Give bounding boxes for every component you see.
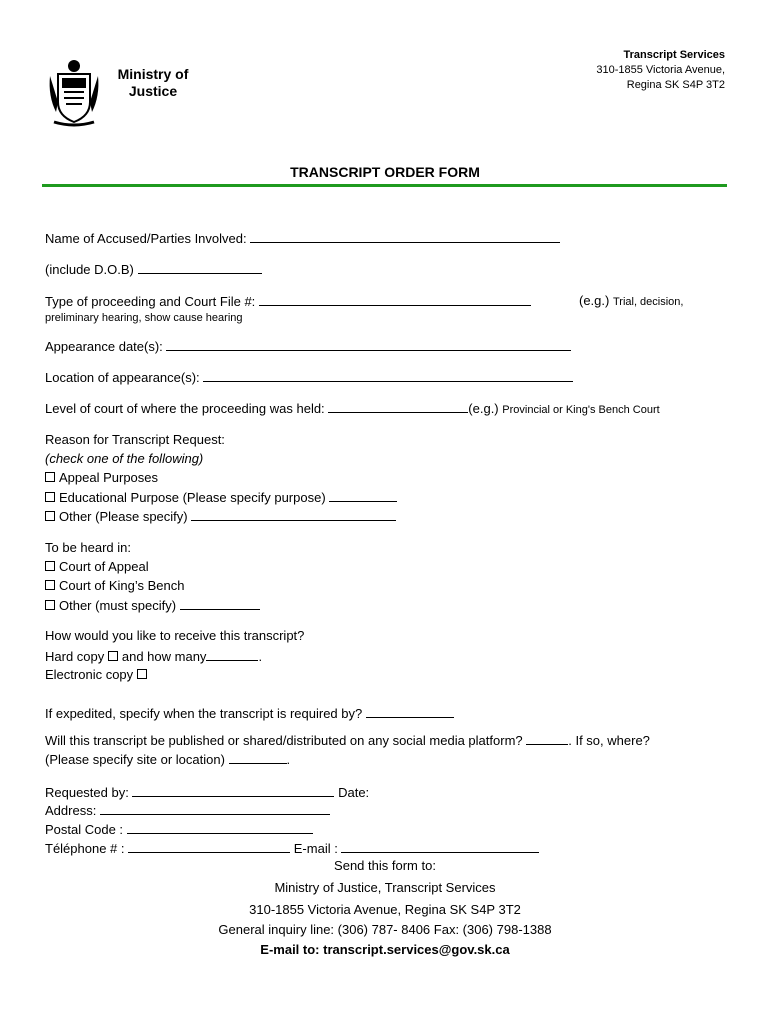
heard-other-field[interactable] [180, 597, 260, 610]
social-specify-label: (Please specify site or location) [45, 752, 225, 767]
level-label: Level of court of where the proceeding was held: [45, 401, 325, 416]
reason-appeal-label: Appeal Purposes [59, 470, 159, 485]
footer-inquiry: General inquiry line: (306) 787- 8406 Fax: (306) 798-1388 [218, 922, 552, 937]
electronic-checkbox[interactable] [137, 669, 147, 679]
requested-by-label: Requested by: [45, 785, 129, 800]
address-label: Address: [45, 803, 97, 818]
court-appeal-checkbox[interactable] [45, 561, 55, 571]
heard-kings-label: Court of King’s Bench [59, 578, 185, 593]
proceeding-field[interactable] [259, 293, 531, 306]
heard-heading: To be heard in: [45, 540, 132, 555]
postal-field[interactable] [127, 821, 313, 834]
location-row [45, 369, 573, 385]
services-title: Transcript Services [623, 49, 725, 61]
reason-subheading: (check one of the following) [45, 451, 204, 466]
telephone-label: Téléphone # : [45, 841, 125, 856]
kings-bench-checkbox[interactable] [45, 580, 55, 590]
appearance-row [45, 338, 571, 354]
level-eg: (e.g.) [468, 401, 499, 416]
hard-copy-label: Hard copy [45, 649, 105, 664]
ministry-line-1: Ministry of [117, 66, 189, 82]
email-label: E-mail : [293, 841, 338, 856]
proceeding-example [579, 293, 683, 308]
coat-of-arms-logo [48, 56, 100, 128]
heard-appeal-option[interactable] [45, 559, 149, 574]
educational-checkbox[interactable] [45, 492, 55, 502]
footer-email[interactable]: E-mail to: transcript.services@gov.sk.ca [260, 942, 510, 957]
address-field[interactable] [100, 802, 330, 815]
email-field[interactable] [341, 840, 539, 853]
heard-other-option[interactable] [45, 597, 260, 613]
how-many-field[interactable] [206, 648, 258, 661]
reason-other-field[interactable] [191, 508, 396, 521]
telephone-field[interactable] [128, 840, 290, 853]
level-eg-text: Provincial or King's Bench Court [502, 404, 660, 416]
hard-copy-checkbox[interactable] [108, 651, 118, 661]
location-label: Location of appearance(s): [45, 370, 200, 385]
receive-question: How would you like to receive this transcript? [45, 628, 305, 643]
appearance-label: Appearance date(s): [45, 339, 163, 354]
address-row [45, 802, 330, 818]
ministry-name [108, 66, 198, 100]
electronic-row [45, 667, 151, 682]
location-field[interactable] [203, 369, 573, 382]
requested-row [45, 784, 369, 800]
date-label: Date: [338, 785, 370, 800]
dob-row [45, 261, 262, 277]
appeal-checkbox[interactable] [45, 472, 55, 482]
expedited-label: If expedited, specify when the transcript is required by? [45, 706, 363, 721]
address-line-2: Regina SK S4P 3T2 [626, 79, 725, 91]
dob-field[interactable] [138, 261, 262, 274]
header-address [596, 48, 725, 93]
heard-kings-option[interactable] [45, 578, 185, 593]
requested-by-field[interactable] [132, 784, 334, 797]
reason-other-option[interactable] [45, 508, 396, 524]
postal-label: Postal Code : [45, 822, 124, 837]
social-question: Will this transcript be published or shared/distributed on any social media platform? [45, 733, 523, 748]
heard-other-checkbox[interactable] [45, 600, 55, 610]
dob-label: (include D.O.B) [45, 262, 134, 277]
proceeding-label: Type of proceeding and Court File #: [45, 294, 256, 309]
how-many-label: and how many [121, 649, 207, 664]
reason-educational-label: Educational Purpose (Please specify purpose) [59, 490, 326, 505]
proceeding-row [45, 293, 531, 309]
social-specify-field[interactable] [229, 751, 287, 764]
heard-appeal-label: Court of Appeal [59, 559, 149, 574]
accused-label: Name of Accused/Parties Involved: [45, 231, 247, 246]
social-row [45, 732, 650, 748]
level-row [45, 400, 660, 416]
electronic-label: Electronic copy [45, 667, 134, 682]
appearance-field[interactable] [166, 338, 571, 351]
educational-field[interactable] [329, 489, 397, 502]
ministry-line-2: Justice [128, 83, 178, 99]
footer-address: 310-1855 Victoria Avenue, Regina SK S4P 3T2 [249, 902, 521, 917]
expedited-field[interactable] [366, 705, 454, 718]
telephone-row [45, 840, 539, 856]
reason-educational-option[interactable] [45, 489, 397, 505]
level-field[interactable] [328, 400, 468, 413]
proceeding-eg-cont: preliminary hearing, show cause hearing [45, 312, 243, 324]
reason-other-checkbox[interactable] [45, 511, 55, 521]
accused-field[interactable] [250, 230, 560, 243]
social-where: . If so, where? [568, 733, 650, 748]
social-specify-row: (Please specify site or location) . [45, 752, 291, 767]
proceeding-eg: (e.g.) [579, 293, 610, 308]
address-line-1: 310-1855 Victoria Avenue, [596, 64, 725, 76]
social-field[interactable] [526, 732, 568, 745]
reason-heading: Reason for Transcript Request: [45, 432, 225, 447]
send-to: Send this form to: [334, 858, 436, 873]
heard-other-label: Other (must specify) [59, 598, 177, 613]
proceeding-eg-text: Trial, decision, [612, 296, 684, 308]
reason-appeal-option[interactable] [45, 470, 158, 485]
expedited-row [45, 705, 454, 721]
form-title: TRANSCRIPT ORDER FORM [290, 164, 480, 180]
accused-row [45, 230, 560, 246]
postal-row [45, 821, 313, 837]
reason-other-label: Other (Please specify) [59, 509, 188, 524]
hard-copy-row: Hard copy and how many . [45, 649, 263, 664]
footer-org: Ministry of Justice, Transcript Services [274, 880, 496, 895]
title-divider [42, 184, 727, 187]
